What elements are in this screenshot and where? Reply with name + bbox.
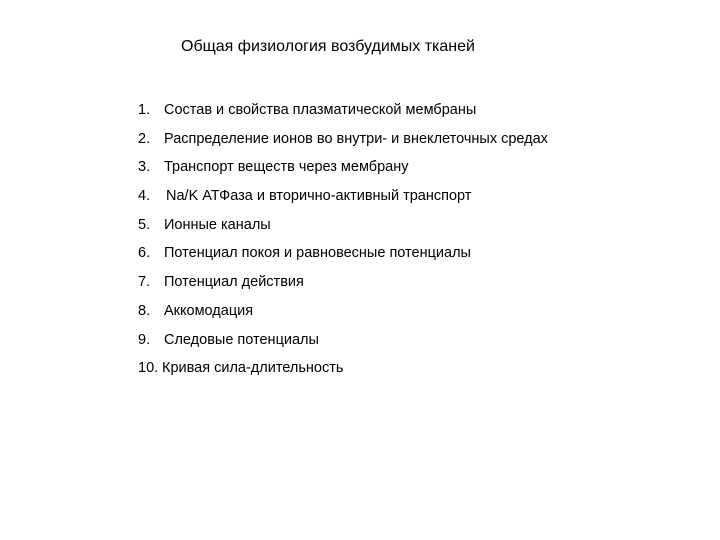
list-item xyxy=(138,157,548,177)
item-number: 2. xyxy=(138,130,151,147)
item-text: Ионные каналы xyxy=(164,216,271,233)
item-number: 6. xyxy=(138,245,151,262)
item-text: Потенциал покоя и равновесные потенциалы xyxy=(164,245,471,262)
item-number: 5. xyxy=(138,216,151,233)
list-item xyxy=(138,301,548,321)
list-item xyxy=(138,358,548,378)
item-number: 10. xyxy=(138,360,159,377)
list-item xyxy=(138,330,548,350)
slide-title: Общая физиология возбудимых тканей xyxy=(181,38,475,55)
item-number: 1. xyxy=(138,102,151,118)
item-number: 9. xyxy=(138,331,151,348)
list-item xyxy=(138,215,548,235)
item-text: Аккомодация xyxy=(164,302,254,319)
item-number: 3. xyxy=(138,159,151,176)
item-text: Na/K АТФаза и вторично-активный транспорт xyxy=(166,188,472,205)
list-item xyxy=(138,272,548,292)
item-number: 8. xyxy=(138,302,151,319)
item-text: Потенциал действия xyxy=(164,274,304,291)
list-item xyxy=(138,186,548,206)
item-text: Следовые потенциалы xyxy=(164,331,319,348)
item-text: Транспорт веществ через мембрану xyxy=(164,159,409,176)
item-text: Кривая сила-длительность xyxy=(162,360,344,377)
item-text: Распределение ионов во внутри- и внеклеточных средах xyxy=(164,130,548,147)
item-number: 4. xyxy=(138,188,151,205)
list-item xyxy=(138,100,548,120)
list-item xyxy=(138,129,548,149)
topic-list xyxy=(138,100,548,387)
item-number: 7. xyxy=(138,274,151,291)
list-item xyxy=(138,243,548,263)
item-text: Состав и свойства плазматической мембраны xyxy=(164,102,477,118)
